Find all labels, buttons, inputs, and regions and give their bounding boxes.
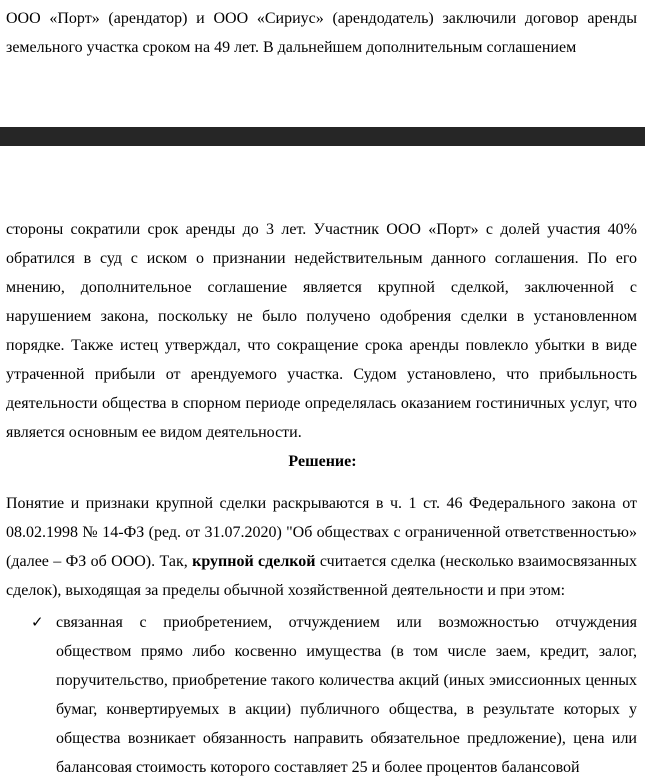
- solution-text-end: считается сделка (несколько взаимосвязанных сделок), выходящая за пределы обычной хозяйственной деятельности и при этом:: [6, 553, 637, 599]
- solution-paragraph: [6, 489, 637, 605]
- solution-heading: Решение:: [288, 453, 357, 470]
- large-deal-term: крупной сделкой: [192, 553, 316, 570]
- case-intro-paragraph: ООО «Порт» (арендатор) и ООО «Сириус» (арендодатель) заключили договор аренды земельного участка сроком на 49 лет. В дальнейшем дополнительным соглашением: [6, 10, 637, 56]
- criteria-text: связанная с приобретением, отчуждением или возможностью отчуждения обществом прямо либо косвенно имущества (в том числе заем, кредит, залог, поручительство, приобретение такого количества акций (иных эмиссионных ценных бумаг, конвертируемых в акции) публичного общества, в результате которых у общества возникает обязанность направить обязательное предложение), цена или балансовая стоимость которого составляет 25 и более процентов балансовой: [56, 614, 637, 776]
- case-continuation-paragraph: стороны сократили срок аренды до 3 лет. Участник ООО «Порт» с долей участия 40% обратился в суд с иском о признании недействительным данного соглашения. По его мнению, дополнительное соглашение является крупной сделкой, заключенной с нарушением закона, поскольку не было получено одобрения сделки в установленном порядке. Также истец утверждал, что сокращение срока аренды повлекло убытки в виде утраченной прибыли от арендуемого участка. Судом установлено, что прибыльность деятельности общества в спорном периоде определялась оказанием гостиничных услуг, что является основным ее видом деятельности.: [6, 221, 637, 441]
- checkmark-icon: ✓: [31, 613, 44, 631]
- redaction-bar: [0, 127, 645, 146]
- solution-text-start: Понятие и признаки крупной сделки раскрываются в ч. 1 ст. 46 Федерального закона от 08.02.1998 № 14-ФЗ (ред. от 31.07.2020) "Об обществах с ограниченной ответственностью» (далее – ФЗ об ООО). Так,: [6, 495, 637, 570]
